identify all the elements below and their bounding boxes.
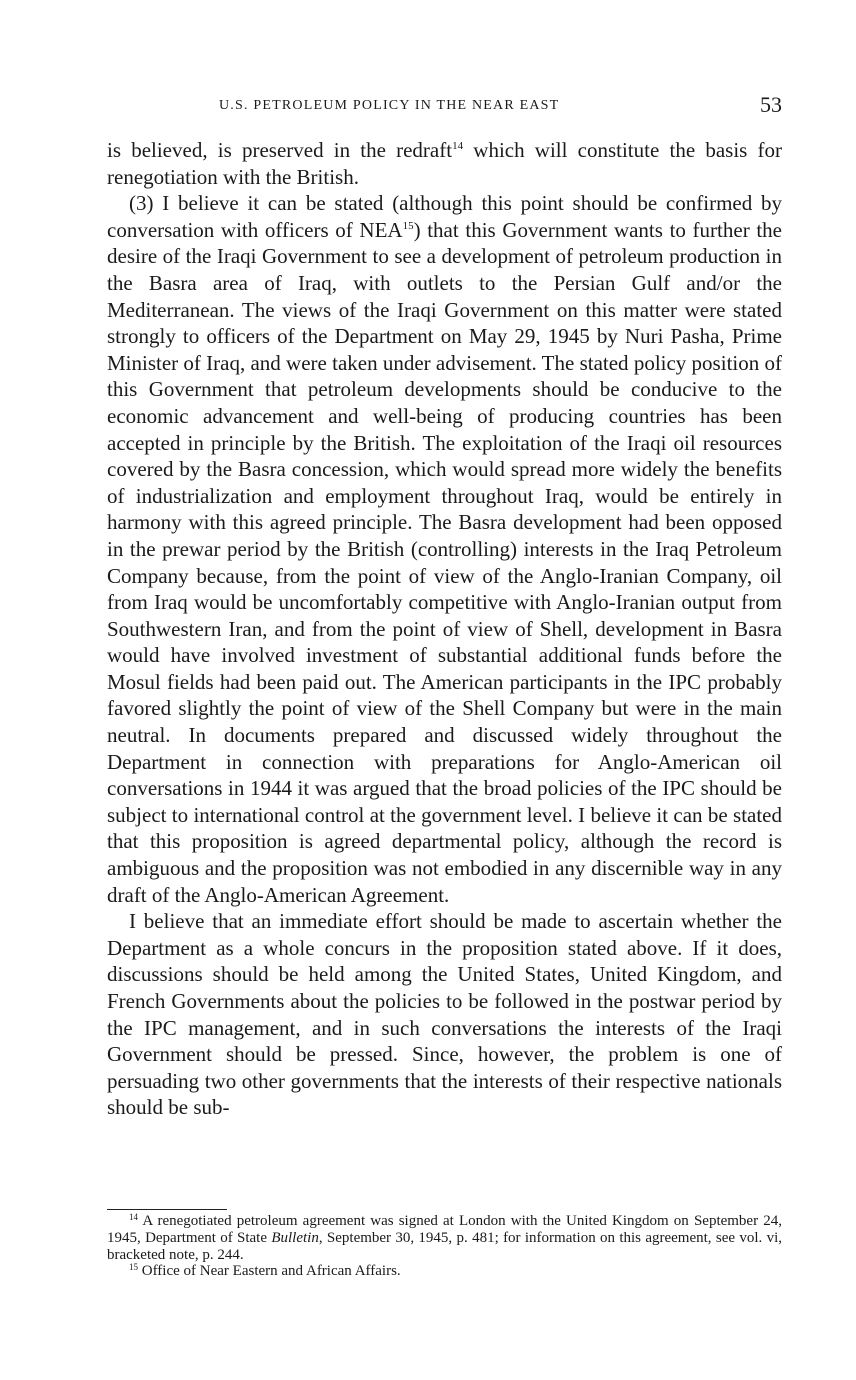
- footnote-divider: [107, 1209, 227, 1210]
- running-title: U.S. PETROLEUM POLICY IN THE NEAR EAST: [219, 98, 560, 113]
- footnote-number: 15: [129, 1262, 138, 1273]
- paragraph-continuation: [107, 137, 782, 190]
- page-number: 53: [760, 92, 782, 117]
- footnote-14: [107, 1213, 782, 1263]
- footnote-text: Office of Near Eastern and African Affairs.: [141, 1263, 401, 1280]
- paragraph-text: is believed, is preserved in the redraft: [107, 138, 453, 162]
- running-header: [107, 92, 782, 122]
- paragraph-text: ) that this Government wants to further the desire of the Iraqi Government to see a development of petroleum production in the Basra area of Iraq, with outlets to the Persian Gulf and/or the Mediterranean. The views of the Iraqi Government on this matter were stated strongly to officers of the Department on May 29, 1945 by Nuri Pasha, Prime Minister of Iraq, and were taken under advisement. The stated policy position of this Government that petroleum developments should be conducive to the economic advancement and well-being of producing countries has been accepted in principle by the British. The exploitation of the Iraqi oil resources covered by the Basra concession, which would spread more widely the benefits of industrialization and employment throughout Iraq, would be entirely in harmony with this agreed principle. The Basra development had been opposed in the prewar period by the British (controlling) interests in the Iraq Petroleum Company because, from the point of view of the Anglo-Iranian Company, oil from Iraq would be uncomfortably competitive with Anglo-Iranian output from Southwestern Iran, and from the point of view of Shell, development in Basra would have involved investment of substantial additional funds before the Mosul fields had been paid out. The American participants in the IPC probably favored slightly the point of view of the Shell Company but were in the main neutral. In documents prepared and discussed widely throughout the Department in connection with preparations for Anglo-American oil conversations in 1944 it was argued that the broad policies of the IPC should be subject to international control at the government level. I believe it can be stated that this proposition is agreed departmental policy, although the record is ambiguous and the proposition was not embodied in any discernible way in any draft of the Anglo-American Agreement.: [107, 217, 782, 907]
- body-text: [107, 137, 782, 1121]
- footnote-number: 14: [129, 1212, 138, 1222]
- footnote-ref-14: 14: [452, 140, 464, 152]
- footnote-text: A renegotiated petroleum agreement was signed at London with the United Kingdom on September 24, 1945, Department of State: [107, 1213, 782, 1246]
- footnote-text: , September 30, 1945, p. 481; for information on this agreement, see vol. vi, bracketed note, p. 244.: [107, 1229, 782, 1263]
- footnote-15: [107, 1263, 782, 1280]
- paragraph-text: (3) I believe it can be stated (although this point should be confirmed by conversation with officers of NEA: [107, 191, 782, 242]
- paragraph-point-3: [107, 190, 782, 908]
- footnote-ref-15: 15: [402, 219, 414, 232]
- paragraph-text: which will constitute the basis for renegotiation with the British.: [107, 138, 782, 189]
- footnote-italic: Bulletin: [271, 1229, 319, 1246]
- paragraph-recommendation: I believe that an immediate effort should be made to ascertain whether the Department as a whole concurs in the proposition stated above. If it does, discussions should be held among the United States, United Kingdom, and French Governments about the policies to be followed in the postwar period by the IPC management, and in such conversations the interests of the Iraqi Government should be pressed. Since, however, the problem is one of persuading two other governments that the interests of their respective nationals should be sub-: [107, 909, 782, 1120]
- footnotes: [107, 1213, 782, 1280]
